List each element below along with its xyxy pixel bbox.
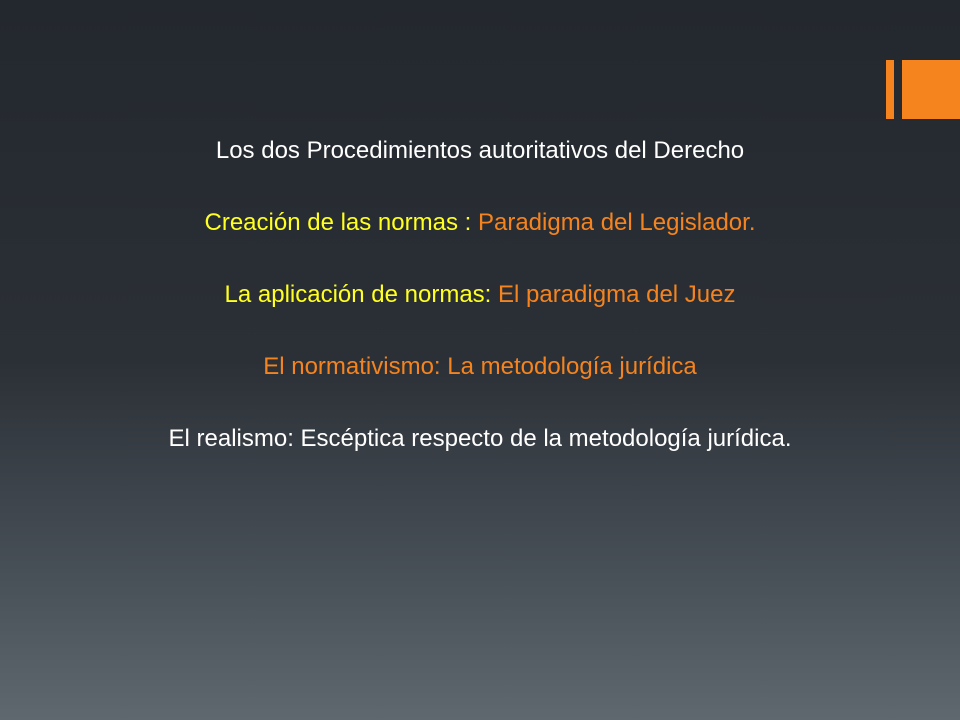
accent-bar-block — [902, 60, 960, 119]
realism-line — [110, 422, 850, 456]
creation-label: Creación de las normas : — [204, 209, 478, 236]
title-text: Los dos Procedimientos autoritativos del Derecho — [215, 137, 745, 164]
slide-title — [110, 134, 850, 168]
judge-paradigm: El paradigma del Juez — [498, 281, 736, 308]
application-label: La aplicación de normas: — [224, 281, 499, 308]
normativism-line — [110, 350, 850, 384]
application-line — [110, 278, 850, 312]
realism-text: El realismo: Escéptica respecto de la metodología jurídica. — [168, 425, 792, 452]
normativism-text: El normativismo: La metodología jurídica — [263, 353, 697, 380]
slide-content — [110, 134, 850, 494]
legislator-paradigm: Paradigma del Legislador. — [477, 209, 756, 236]
accent-bar-thin — [886, 60, 894, 119]
creation-line — [110, 206, 850, 240]
